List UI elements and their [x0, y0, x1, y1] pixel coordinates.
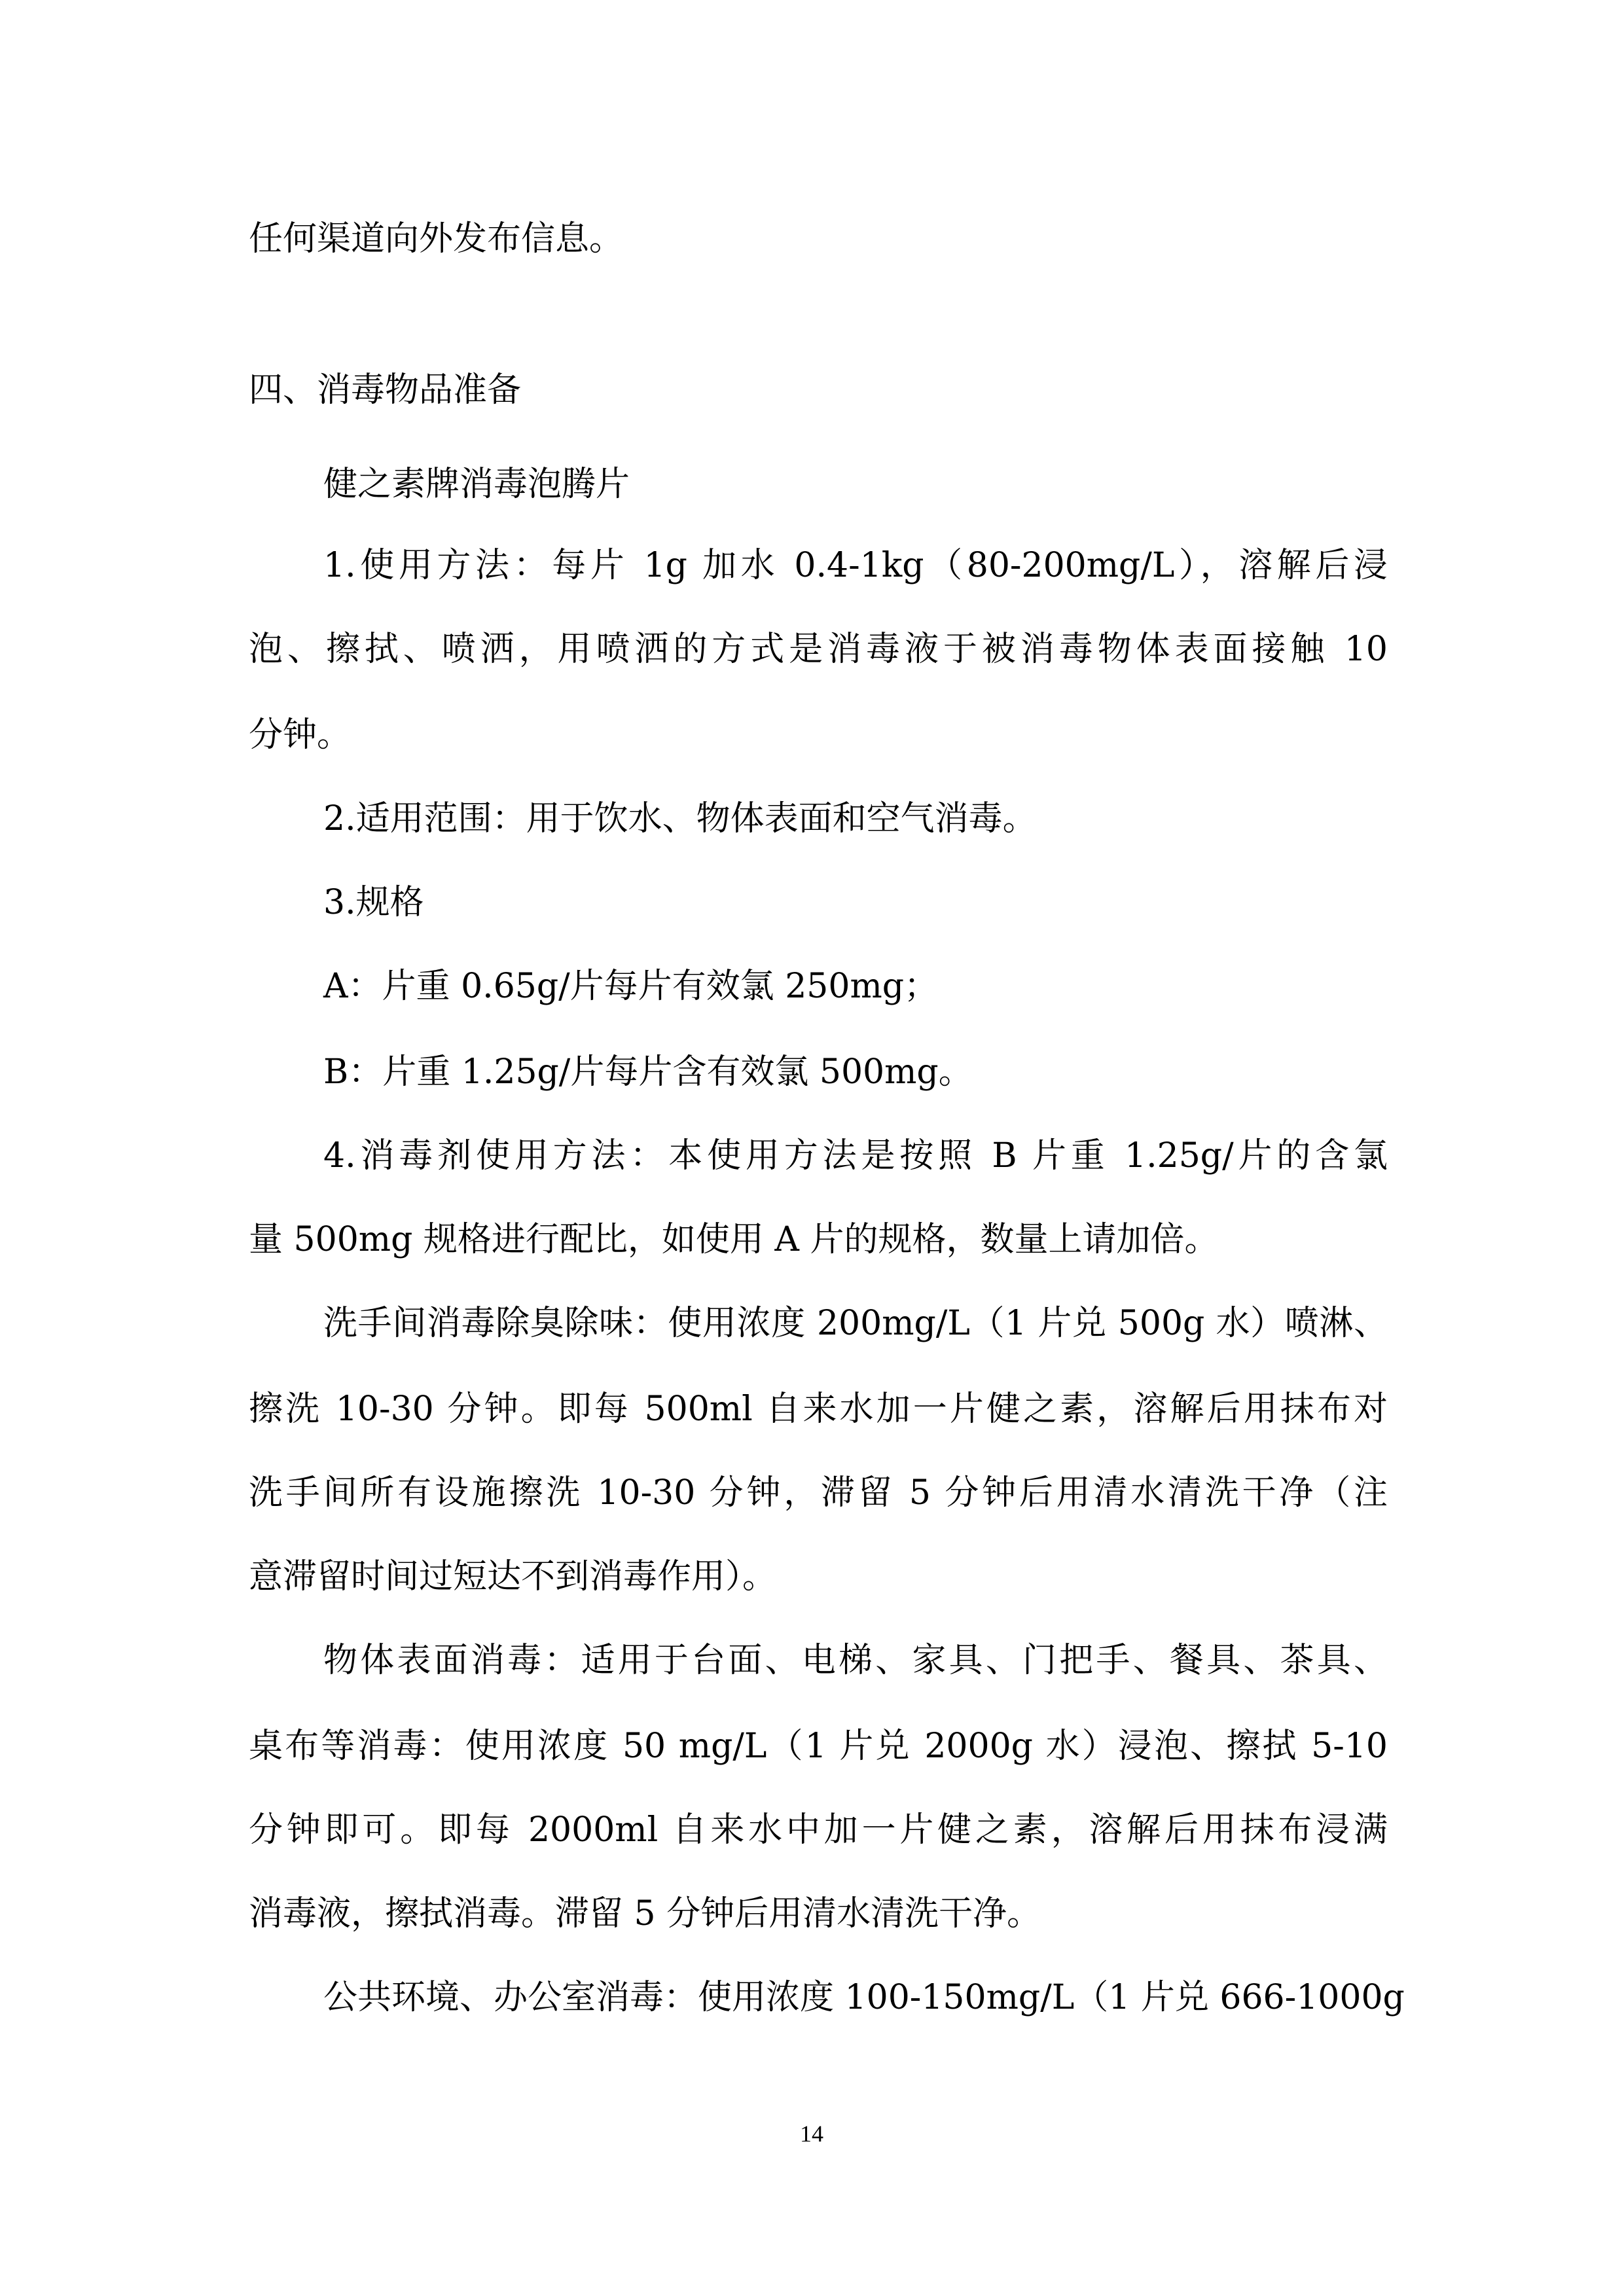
text-line: 2.适用范围：用于饮水、物体表面和空气消毒。 — [323, 799, 1037, 838]
text-line: 洗手间所有设施擦洗 10-30 分钟，滞留 5 分钟后用清水清洗干净（注 — [249, 1473, 1388, 1513]
page-number: 14 — [800, 2121, 823, 2147]
text-line: 洗手间消毒除臭除味：使用浓度 200mg/L（1 片兑 500g 水）喷淋、 — [323, 1304, 1388, 1343]
text-line: 任何渠道向外发布信息。 — [249, 219, 624, 259]
text-line: B：片重 1.25g/片每片含有效氯 500mg。 — [323, 1052, 973, 1092]
text-line: A：片重 0.65g/片每片有效氯 250mg； — [323, 967, 939, 1006]
text-line: 桌布等消毒：使用浓度 50 mg/L（1 片兑 2000g 水）浸泡、擦拭 5-10 — [249, 1727, 1388, 1766]
text-line: 3.规格 — [323, 883, 424, 922]
text-line: 1.使用方法：每片 1g 加水 0.4-1kg（80-200mg/L），溶解后浸 — [323, 546, 1388, 585]
text-line: 量 500mg 规格进行配比，如使用 A 片的规格，数量上请加倍。 — [249, 1220, 1219, 1259]
text-line: 公共环境、办公室消毒：使用浓度 100-150mg/L（1 片兑 666-1000g — [323, 1978, 1405, 2017]
text-line: 分钟。 — [249, 715, 352, 755]
text-line: 物体表面消毒：适用于台面、电梯、家具、门把手、餐具、茶具、 — [323, 1641, 1388, 1680]
text-line: 泡、擦拭、喷洒，用喷洒的方式是消毒液于被消毒物体表面接触 10 — [249, 630, 1388, 669]
text-line: 擦洗 10-30 分钟。即每 500ml 自来水加一片健之素，溶解后用抹布对 — [249, 1390, 1388, 1429]
text-line: 4.消毒剂使用方法：本使用方法是按照 B 片重 1.25g/片的含氯 — [323, 1136, 1388, 1175]
text-line: 意滞留时间过短达不到消毒作用）。 — [249, 1557, 777, 1596]
product-name: 健之素牌消毒泡腾片 — [323, 465, 630, 504]
text-line: 分钟即可。即每 2000ml 自来水中加一片健之素，溶解后用抹布浸满 — [249, 1810, 1388, 1850]
section-heading: 四、消毒物品准备 — [249, 370, 522, 410]
text-line: 消毒液，擦拭消毒。滞留 5 分钟后用清水清洗干净。 — [249, 1894, 1041, 1933]
